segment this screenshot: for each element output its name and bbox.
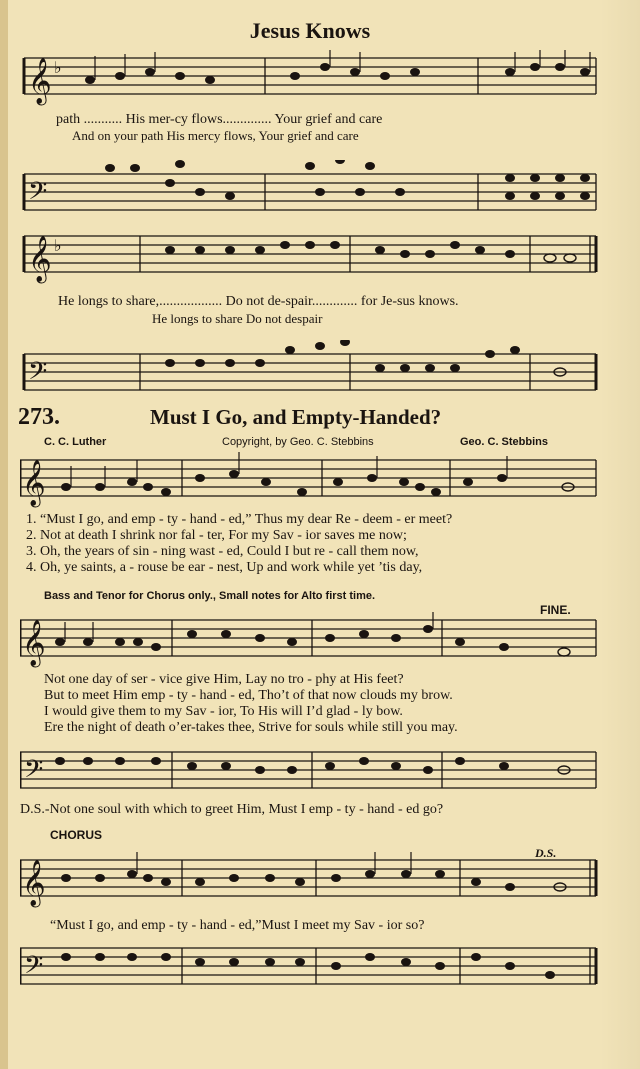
staff-chorus-treble — [20, 852, 600, 912]
ds-lyric-line: D.S.-Not one soul with which to greet Him, Must I emp - ty - hand - ed go? — [20, 802, 444, 817]
ds-mark: D.S. — [535, 846, 557, 860]
page-edge — [0, 0, 8, 1069]
svg-text:𝄞: 𝄞 — [22, 460, 46, 506]
refrain-line-3: I would give them to my Sav - ior, To His will I’d glad - ly bow. — [44, 704, 403, 719]
song-title: Jesus Knows — [249, 18, 371, 43]
staff-verse — [20, 452, 600, 512]
verse-line-4: 4. Oh, ye saints, a - rouse be ear - nest, Up and work while yet ’tis day, — [26, 560, 423, 575]
svg-text:𝄞: 𝄞 — [28, 236, 52, 282]
refrain-line-1: Not one day of ser - vice give Him, Lay no tro - phy at His feet? — [44, 672, 404, 687]
hymn-number: 273. — [18, 404, 60, 430]
svg-text:𝄞: 𝄞 — [28, 58, 52, 104]
staff-chorus-bass — [20, 936, 600, 1000]
refrain-line-2: But to meet Him emp - ty - hand - ed, Tho’t of that now clouds my brow. — [44, 688, 453, 703]
staff-treble-1 — [20, 50, 600, 110]
refrain-line-4: Ere the night of death o’er-takes thee, Strive for souls while still you may. — [44, 720, 458, 735]
svg-text:𝄢: 𝄢 — [28, 177, 48, 212]
svg-text:𝄢: 𝄢 — [24, 755, 44, 790]
lyric-lower-1: And on your path His mercy flows, Your grief and care — [72, 128, 359, 143]
lyric-lower-2: He longs to share Do not despair — [152, 311, 323, 326]
hymn-author: C. C. Luther — [44, 436, 107, 448]
verse-line-3: 3. Oh, the years of sin - ning wast - ed, Could I but re - call them now, — [26, 544, 419, 559]
chorus-label: CHORUS — [50, 828, 103, 842]
verse-line-1: 1. “Must I go, and emp - ty - hand - ed,” Thus my dear Re - deem - er meet? — [26, 512, 453, 527]
staff-refrain-treble — [20, 612, 600, 672]
hymn-composer: Geo. C. Stebbins — [460, 436, 549, 448]
svg-text:𝄞: 𝄞 — [22, 860, 46, 906]
hymn-copyright: Copyright, by Geo. C. Stebbins — [222, 436, 374, 448]
svg-text:𝄞: 𝄞 — [22, 620, 46, 666]
svg-text:𝄢: 𝄢 — [28, 357, 48, 392]
staff-treble-2 — [20, 228, 600, 288]
lyric-soprano-2: He longs to share,.................. Do not de-spair............. for Je-sus knows. — [58, 294, 459, 309]
svg-text:♭: ♭ — [54, 238, 62, 255]
fine-mark: FINE. — [540, 603, 571, 617]
staff-bass-2 — [20, 340, 600, 400]
performance-note: Bass and Tenor for Chorus only., Small notes for Alto first time. — [44, 590, 376, 602]
hymn-title: Must I Go, and Empty-Handed? — [150, 405, 442, 429]
chorus-lyric: “Must I go, and emp - ty - hand - ed,”Must I meet my Sav - ior so? — [50, 918, 425, 933]
svg-text:𝄢: 𝄢 — [24, 951, 44, 986]
staff-refrain-bass — [20, 740, 600, 800]
staff-bass-1 — [20, 160, 600, 220]
verse-line-2: 2. Not at death I shrink nor fal - ter, For my Sav - ior saves me now; — [26, 528, 407, 543]
paper-shading — [600, 0, 640, 1069]
lyric-soprano-1: path ........... His mer-cy flows.............. Your grief and care — [56, 112, 383, 127]
svg-text:♭: ♭ — [54, 60, 62, 77]
